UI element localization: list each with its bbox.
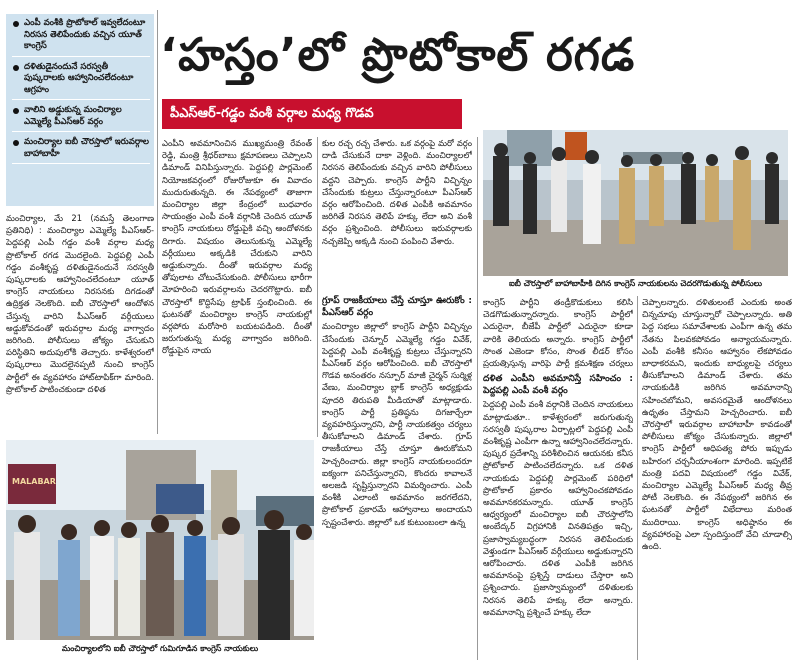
- article-text: కుల రచ్చ రచ్చ చేశారు. ఒక వర్గంపై మరో వర్గం దాడి చేసుకునే దాకా వెళ్లింది. మంచిర్యాలలో నిరసన తెలిపేందుకు వచ్చిన వారిని పోలీసులు వద్దని చెప్పారు. కాంగ్రెస్ పార్టీని విచ్ఛిన్నం చేసేందుకు కుట్రలు చేస్తున్నారంటూ పీఎస్‌ఆర్ వర్గం ఆరోపించింది. దళిత ఎంపీకి అవమానం జరిగితే నిరసన తెలిపే హక్కు లేదా అని వంశీ వర్గం ప్రశ్నించింది. పోలీసులు ఇరువర్గాలకు నచ్చజెప్పి అక్కడి నుంచి పంపించి వేశారు.: [322, 138, 472, 246]
- article-column-1: [6, 212, 154, 432]
- section-title: దళిత ఎంపీని అవమానిస్తే సహించం : పెద్దపల్లి ఎంపీ వంశీ వర్గం: [483, 374, 633, 397]
- photo-left-caption: మంచిర్యాలలోని ఐబీ చౌరస్తాలో గుమిగూడిన కాంగ్రెస్ నాయకులు: [61, 644, 259, 653]
- article-text: కాంగ్రెస్ పార్టీని తండ్రీకొడుకులు కలిసి చెడగొడుతున్నారన్నారు. కాంగ్రెస్ పార్టీలో ఎదురైనా, బీజేపీ పార్టీలో ఎదురైనా కూడా వారికి తెలియదు అన్నారు. కాంగ్రెస్ పార్టీలో సొంత ఎజెండా కోసం, సొంత లీడర్ కోసం ప్రయత్నిస్తున్న వారిపై పార్టీ క్రమశిక్షణ చర్యలు: [483, 297, 633, 368]
- photo-right-caption: ఐబీ చౌరస్తాలో బాహాబాహీకి దిగిన కాంగ్రెస్ నాయకులను చెదరగొడుతున్న పోలీసులు: [508, 279, 763, 288]
- photo-congress-leaders: [6, 440, 314, 640]
- article-text: చెప్పాలన్నారు. దళితులంటే ఎందుకు అంత చిన్నచూపు చూస్తున్నారో చెప్పాలన్నారు. అతి పెద్ద సభలు సమావేశాలకు ఎంపీగా ఉన్న తమ నేతను పిలవకపోవడం అన్యాయమన్నారు. ఎంపీ వంశీకి కనీసం ఆహ్వానం లేకపోవడం బాధాకరమని, ఇందుకు బాధ్యులపై చర్యలు తీసుకోవాలని డిమాండ్ చేశారు. తమ నాయకుడికి జరిగిన అవమానాన్ని సహించబోమని, అవసరమైతే ఆందోళనలు ఉధృతం చేస్తామని హెచ్చరించారు. ఐబీ చౌరస్తాలో ఇరువర్గాల బాహాబాహీ కావడంతో పోలీసులు జోక్యం చేసుకున్నారు. జిల్లాలో కాంగ్రెస్ పార్టీలో ఆధిపత్య పోరు ఇప్పుడు బహిరంగ చర్చనీయాంశంగా మారింది. ఇప్పటికే మంత్రి పదవి విషయంలో గడ్డం వివేక్, మంచిర్యాల ఎమ్మెల్యే పీఎస్‌ఆర్ మధ్య తీవ్ర పోటీ నెలకొంది. ఈ నేపథ్యంలో జరిగిన ఈ ఘటనతో పార్టీలో విభేదాలు మరింత ముదిరాయి. కాంగ్రెస్ అధిష్ఠానం ఈ వ్యవహారంపై ఎలా స్పందిస్తుందో వేచి చూడాల్సి ఉంది.: [642, 297, 792, 552]
- highlight-item: ఎంపీ వంశీకి ప్రొటోకాల్ ఇవ్వలేదంటూ నిరసన తెలిపేందుకు వచ్చిన యూత్ కాంగ్రెస్: [12, 18, 150, 57]
- divider: [157, 10, 158, 434]
- highlight-item: దళితుడైనందునే సరస్వతీ పుష్కరాలకు ఆహ్వానించలేదంటూ ఆగ్రహం: [12, 62, 150, 101]
- article-column-3: [322, 137, 472, 289]
- article-column-4b: [483, 370, 633, 660]
- shop-sign: MALABAR: [12, 477, 56, 486]
- article-text: మంచిర్యాల, మే 21 (నమస్తే తెలంగాణ ప్రతినిధి) : మంచిర్యాల ఎమ్మెల్యే పీఎస్‌ఆర్-పెద్దపల్లి ఎంపీ గడ్డం వంశీ వర్గాల మధ్య ప్రొటోకాల్ రగడ మొదలైంది. పెద్దపల్లి ఎంపీ గడ్డం వంశీకృష్ణ దళితుడైనందునే సరస్వతీ పుష్కరాలకు ఆహ్వానించలేదంటూ యూత్ కాంగ్రెస్ నాయకులు నిరసనకు దిగడంతో ఉద్రిక్తత నెలకొంది. ఐబీ చౌరస్తాలో ఆందోళన చేస్తున్న వారిని పీఎస్‌ఆర్ వర్గీయులు అడ్డుకోవడంతో ఇరువర్గాల మధ్య వాగ్వాదం జరిగింది. పోలీసులు జోక్యం చేసుకుని పరిస్థితిని అదుపులోకి తెచ్చారు. కాళేశ్వరంలో పుష్కరాలు మొదలైనప్పటి నుంచి కాంగ్రెస్ పార్టీలో ఈ వ్యవహారం హాట్‌టాపిక్‌గా మారింది. ప్రొటోకాల్ పాటించకుండా దళిత: [6, 213, 154, 394]
- subheadline: పీఎస్‌ఆర్-గడ్డం వంశీ వర్గాల మధ్య గొడవ: [162, 99, 462, 129]
- highlight-item: మంచిర్యాల ఐబీ చౌరస్తాలో ఇరువర్గాల బాహాబాహీ: [12, 137, 150, 164]
- article-column-2: [162, 137, 312, 433]
- section-title: గ్రూప్ రాజకీయాలు చేస్తే చూస్తూ ఊరుకోం : పీఎస్‌ఆర్ వర్గం: [322, 296, 472, 319]
- article-text: ఎంపీని అవమానించిన ముఖ్యమంత్రి రేవంత్ రెడ్డి, మంత్రి శ్రీధర్‌బాబు క్షమాపణలు చెప్పాలని డిమాండ్ వినిపిస్తున్నారు. పెద్దపల్లి పార్లమెంట్ నియోజకవర్గంలో రోజురోజుకూ ఈ వివాదం ముదురుతున్నది. ఈ నేపథ్యంలో తాజాగా మంచిర్యాల జిల్లా కేంద్రంలో బుధవారం సాయంత్రం ఎంపీ వంశీ వర్గానికి చెందిన యూత్ కాంగ్రెస్ నాయకులు రోడ్డుపైకి వచ్చి ఆందోళనకు దిగారు. విషయం తెలుసుకున్న ఎమ్మెల్యే వర్గీయులు అక్కడికి చేరుకుని వారిని అడ్డుకున్నారు. దీంతో ఇరువర్గాల మధ్య తోపులాట చోటుచేసుకుంది. పోలీసులు భారీగా మోహరించి ఇరువర్గాలను చెదరగొట్టారు. ఐబీ చౌరస్తాలో కొద్దిసేపు ట్రాఫిక్ స్తంభించింది. ఈ ఘటనతో మంచిర్యాల కాంగ్రెస్ నాయకుల్లో వర్గపోరు మరోసారి బయటపడింది. దీంతో జరుగుతున్న మధ్య వాగ్వాదం జరిగింది. రోడ్డుపైన నాయ: [162, 138, 312, 356]
- divider: [317, 137, 318, 437]
- article-text: మంచిర్యాల జిల్లాలో కాంగ్రెస్ పార్టీని విచ్ఛిన్నం చేసేందుకు చెన్నూర్ ఎమ్మెల్యే గడ్డం వివేక్, పెద్దపల్లి ఎంపీ వంశీకృష్ణ కుట్రలు చేస్తున్నారని పీఎస్‌ఆర్ వర్గం ఆరోపించింది. ఐబీ చౌరస్తాలో గొడవ అనంతరం నస్పూర్ మాజీ చైర్మన్ సుర్మిళ్ల వేణు, మంచిర్యాల బ్లాక్ కాంగ్రెస్ అధ్యక్షుడు పూదరి తిరుపతి మీడియాతో మాట్లాడారు. కాంగ్రెస్ పార్టీ ప్రతిష్ఠను దిగజార్చేలా వ్యవహరిస్తున్నారని, పార్టీ నాయకత్వం చర్యలు తీసుకోవాలని డిమాండ్ చేశారు. గ్రూప్ రాజకీయాలు చేస్తే చూస్తూ ఊరుకోమని హెచ్చరించారు. జిల్లా కాంగ్రెస్ నాయకులందరూ ఐక్యంగా పనిచేస్తున్నారని, కొందరు కావాలనే అలజడి సృష్టిస్తున్నారని విమర్శించారు. ఎంపీ వంశీకి ఎలాంటి అవమానం జరగలేదని, ప్రొటోకాల్ ప్రకారమే ఆహ్వానాలు అందాయని స్పష్టంచేశారు. జిల్లాలో ఒక కుటుంబంలా ఉన్న: [322, 321, 472, 527]
- article-column-4: [483, 296, 633, 368]
- article-text: పెద్దపల్లి ఎంపీ వంశీ వర్గానికి చెందిన నాయకులు మాట్లాడుతూ.. కాళేశ్వరంలో జరుగుతున్న సరస్వతీ పుష్కరాల ఏర్పాట్లలో పెద్దపల్లి ఎంపీ వంశీకృష్ణ ఎంపీగా ఉన్నా ఆహ్వానించలేదన్నారు. పుష్కర ప్రదేశాన్ని పరిశీలించిన ఆయనకు కనీస ప్రోటోకాల్ పాటించలేదన్నారు. ఒక దళిత నాయకుడు పెద్దపల్లి పార్లమెంట్ పరిధిలో ప్రొటోకాల్ ప్రకారం ఆహ్వానించకపోవడం అవమానకరమన్నారు. యూత్ కాంగ్రెస్ ఆధ్వర్యంలో మంచిర్యాల ఐబీ చౌరస్తాలోని అంబేద్కర్ విగ్రహానికి వినతిపత్రం ఇచ్చి, ప్రజాస్వామ్యబద్ధంగా నిరసన తెలిపేందుకు వెళ్తుండగా పీఎస్‌ఆర్ వర్గీయులు అడ్డుకున్నారని ఆరోపించారు. దళిత ఎంపీకి జరిగిన అవమానంపై ప్రశ్నిస్తే దాడులు చేస్తారా అని ప్రశ్నించారు. ప్రజాస్వామ్యంలో దళితులకు నిరసన తెలిపే హక్కు లేదా అన్నారు. అవమానాన్ని ప్రశ్నించే హక్కు లేదా: [483, 399, 633, 617]
- highlights-list: [12, 18, 150, 164]
- headline: ‘హస్తం’లో ప్రొటోకాల్ రగడ: [160, 28, 636, 81]
- article-column-5: [642, 296, 792, 660]
- photo-police-dispersing: [483, 130, 788, 276]
- highlight-item: వాలిని అడ్డుకున్న మంచిర్యాల ఎమ్మెల్యే పీఎస్‌ఆర్ వర్గం: [12, 105, 150, 132]
- highlights-box: [6, 14, 154, 206]
- divider: [477, 137, 478, 660]
- divider: [637, 296, 638, 660]
- article-column-3b: [322, 292, 472, 660]
